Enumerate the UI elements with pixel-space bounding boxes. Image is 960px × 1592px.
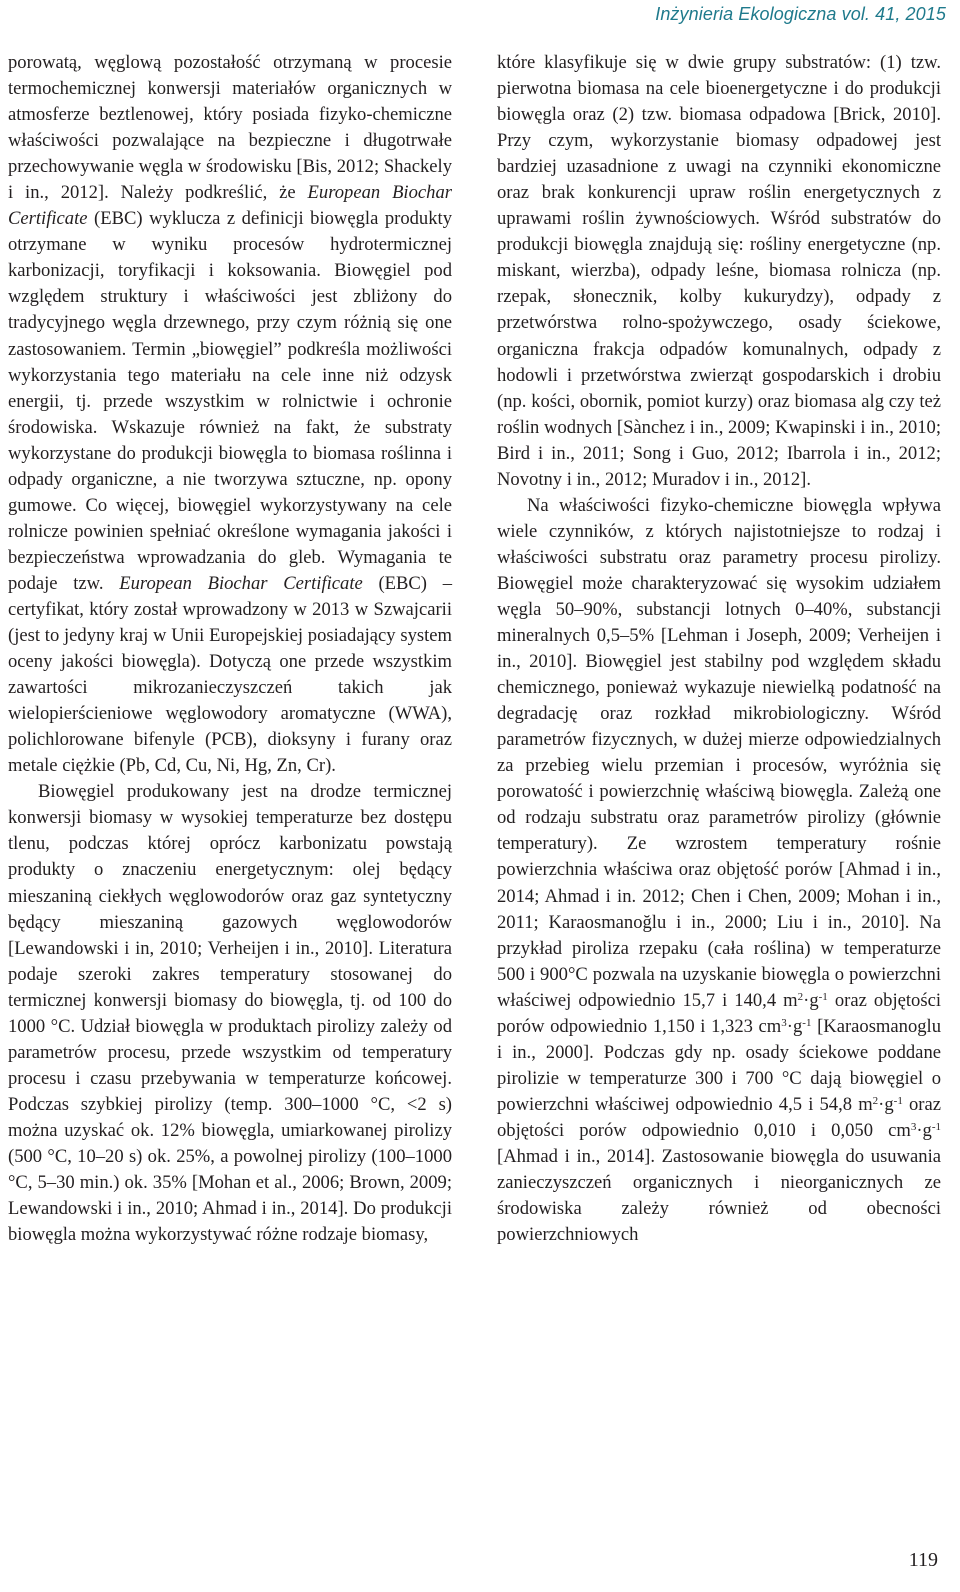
italic-term: European Biochar Certificate xyxy=(119,572,363,594)
superscript: 2 xyxy=(872,1094,879,1107)
superscript: -1 xyxy=(931,1120,941,1133)
left-paragraph-1 xyxy=(8,50,452,779)
superscript: 3 xyxy=(910,1120,917,1133)
superscript: 2 xyxy=(797,990,804,1003)
text-run: oraz objętości porów odpowiednio 1,150 i 1,323 cm xyxy=(497,989,942,1037)
left-paragraph-2: Biowęgiel produkowany jest na drodze termicznej konwersji biomasy w wysokiej temperaturze bez dostępu tlenu, podczas której oprócz karbonizatu powstają produkty o znaczeniu energetycznym: olej będący mieszaniną ciekłych węglowodorów oraz gaz syntetyczny będący mieszaniną gazowych węglowodorów [Lewandowski i in, 2010; Verheijen i in., 2010]. Literatura podaje szeroki zakres temperatury stosowanej do termicznej konwersji biomasy do biowęgla, tj. od 100 do 1000 °C. Udział biowęgla w produktach pirolizy zależy od parametrów procesu, przede wszystkim od temperatury procesu i czasu przebywania w temperaturze końcowej. Podczas szybkiej pirolizy (temp. 300–1000 °C, <2 s) można uzyskać ok. 12% biowęgla, umiarkowanej pirolizy (500 °C, 10–20 s) ok. 25%, a powolnej pirolizy (100–1000 °C, 5–30 min.) ok. 35% [Mohan et al., 2006; Brown, 2009; Lewandowski i in., 2010; Ahmad i in., 2014]. Do produkcji biowęgla można wykorzystywać różne rodzaje biomasy, xyxy=(8,781,452,1246)
right-paragraph-1: które klasyfikuje się w dwie grupy substratów: (1) tzw. pierwotna biomasa na cele bioenergetyczne i do produkcji biowęgla oraz (2) tzw. biomasa odpadowa [Brick, 2010]. Przy czym, wykorzystanie biomasy odpadowej jest bardziej uzasadnione z uwagi na czynniki ekonomiczne oraz brak konkurencji upraw roślin energetycznych z uprawami roślin żywnościowych. Wśród substratów do produkcji biowęgla znajdują się: rośliny energetyczne (np. miskant, wierzba), odpady leśne, biomasa rolnicza (np. rzepak, słonecznik, kolby kukurydzy), odpady z przetwórstwa rolno-spożywczego, osady ściekowe, organiczna frakcja odpadów komunalnych, odpady z hodowli i przetwórstwa zwierząt gospodarskich i drobiu (np. kości, obornik, pomiot kurzy) oraz biomasa alg czy też roślin wodnych [Sànchez i in., 2009; Kwapinski i in., 2010; Bird i in., 2011; Song i Guo, 2012; Ibarrola i in., 2012; Novotny i in., 2012; Muradov i in., 2012]. xyxy=(497,52,941,490)
italic-term: European Biochar Certificate xyxy=(8,182,452,230)
text-run: [Karaosmanoglu i in., 2000]. Podczas gdy np. osady ściekowe poddane pirolizie w temperaturze 300 i 700 °C dają biowęgiel o powierzchni właściwej odpowiednio 4,5 i 54,8 m xyxy=(497,1015,941,1115)
text-run: ·g xyxy=(878,1093,894,1115)
text-run: ·g xyxy=(803,989,819,1011)
text-run: porowatą, węglową pozostałość otrzymaną w procesie termochemicznej konwersji materiałów organicznych w atmosferze beztlenowej, który posiada fizyko-chemiczne właściwości pozwalające na bezpieczne i długotrwałe przechowywanie węgla w środowisku [Bis, 2012; Shackely i in., 2012]. Należy podkreślić, że xyxy=(8,52,452,204)
running-header: Inżynieria Ekologiczna vol. 41, 2015 xyxy=(655,4,946,24)
right-paragraph-2 xyxy=(497,493,941,1248)
text-run: ·g xyxy=(916,1119,932,1141)
superscript: -1 xyxy=(893,1094,903,1107)
text-run: [Ahmad i in., 2014]. Zastosowanie biowęgla do usuwania zanieczyszczeń organicznych i nieorganicznych ze środowiska zależy również od obecności powierzchniowych xyxy=(497,1145,941,1246)
text-run: (EBC) wyklucza z definicji biowęgla produkty otrzymane w wyniku procesów hydrotermicznej karbonizacji, toryfikacji i koksowania. Biowęgiel pod względem struktury i właściwości jest zbliżony do tradycyjnego węgla drzewnego, przy czym różnią się one zastosowaniem. Termin „biowęgiel” podkreśla możliwości wykorzystania tego materiału na cele inne niż odzysk energii, tj. przede wszystkim w rolnictwie i ochronie środowiska. Wskazuje również na fakt, że substraty wykorzystane do produkcji biowęgla to biomasa roślinna i odpady organiczne, a nie tworzywa sztuczne, np. opony gumowe. Co więcej, biowęgiel wykorzystywany na cele rolnicze powinien spełniać określone wymagania jakości i bezpieczeństwa wprowadzania do gleb. Wymagania te podaje tzw. xyxy=(8,208,452,594)
text-run: oraz objętości porów odpowiednio 0,010 i 0,050 cm xyxy=(497,1093,941,1141)
superscript: -1 xyxy=(818,990,828,1003)
superscript: 3 xyxy=(781,1016,787,1029)
right-column xyxy=(497,50,941,1248)
text-run: ·g xyxy=(786,1015,803,1037)
text-run: (EBC) – certyfikat, który został wprowadzony w 2013 w Szwajcarii (jest to jedyny kraj w Unii Europejskiej posiadający system oceny jakości biowęgla). Dotyczą one przede wszystkim zawartości mikrozanieczyszczeń takich jak wielopierścieniowe węglowodory aromatyczne (WWA), polichlorowane bifenyle (PCB), dioksyny i furany oraz metale ciężkie (Pb, Cd, Cu, Ni, Hg, Zn, Cr). xyxy=(8,572,452,777)
left-column xyxy=(8,50,452,1248)
page-number: 119 xyxy=(908,1549,938,1571)
text-run: Na właściwości fizyko-chemiczne biowęgla wpływa wiele czynników, z których najistotniejsze to rodzaj i właściwości substratu oraz parametry procesu pirolizy. Biowęgiel może charakteryzować się wysokim udziałem węgla 50–90%, substancji lotnych 0–40%, substancji mineralnych 0,5–5% [Lehman i Joseph, 2009; Verheijen i in., 2010]. Biowęgiel jest stabilny pod względem składu chemicznego, ponieważ wykazuje niewielką podatność na degradację oraz rozkład mikrobiologiczny. Wśród parametrów fizycznych, w dużej mierze odpowiedzialnych za przebieg wielu przemian i procesów, wyróżnia się porowatość i powierzchnię właściwą biowęgla. Zależą one od rodzaju substratu oraz parametrów pirolizy (głównie temperatury). Ze wzrostem temperatury rośnie powierzchnia właściwa oraz objętość porów [Ahmad i in., 2014; Ahmad i in. 2012; Chen i Chen, 2009; Mohan i in., 2011; Karaosmanoğlu i in., 2000; Liu i in., 2010]. Na przykład piroliza rzepaku (cała roślina) w temperaturze 500 i 900°C pozwala na uzyskanie biowęgla o powierzchni właściwej odpowiednio 15,7 i 140,4 m xyxy=(497,494,941,1011)
superscript: -1 xyxy=(802,1016,812,1029)
